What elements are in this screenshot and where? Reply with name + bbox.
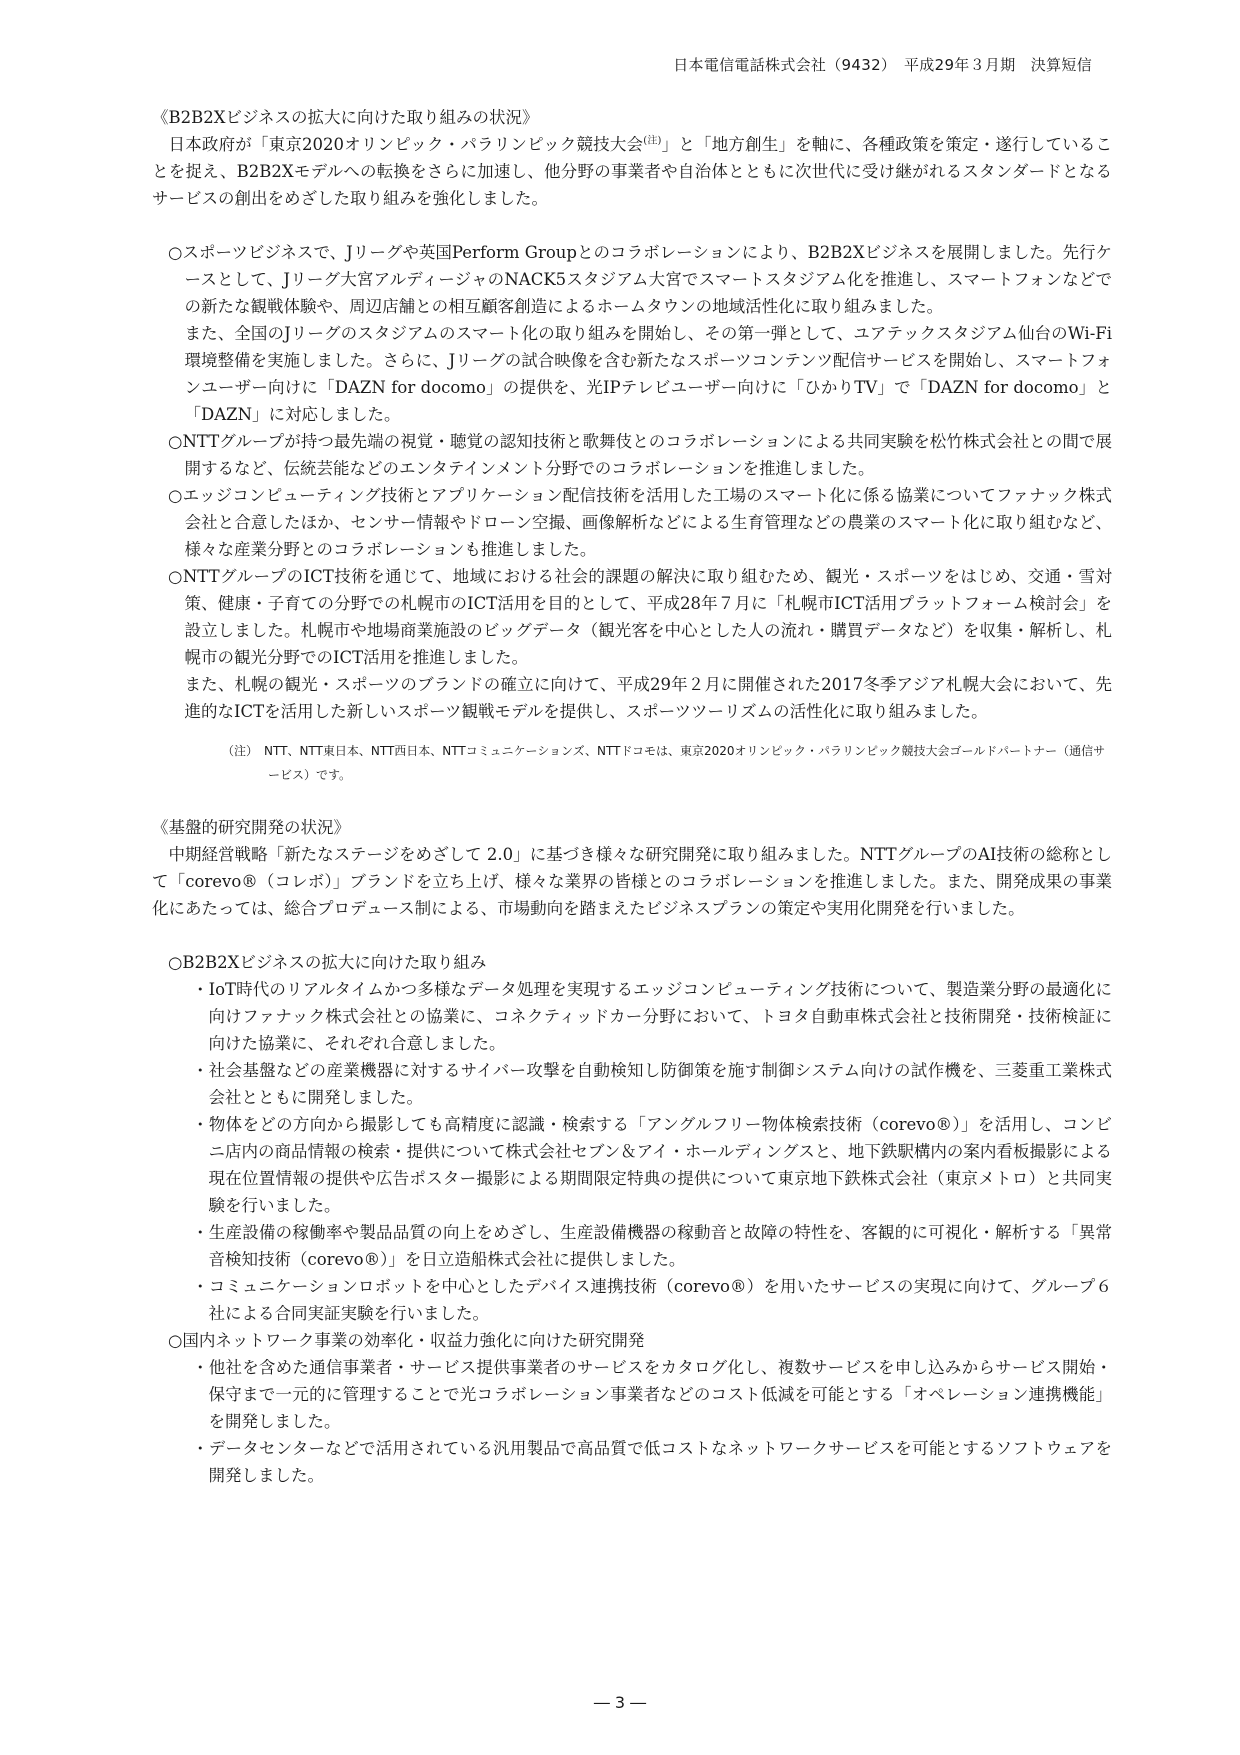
bullet-item: ・物体をどの方向から撮影しても高精度に認識・検索する「アングルフリー物体検索技術（corevo®）」を活用し、コンビニ店内の商品情報の検索・提供について株式会社セブン＆アイ・ホールディングスと、地下鉄駅構内の案内看板撮影による現在位置情報の提供や広告ポスター撮影による期間限定特典の提供について東京地下鉄株式会社（東京メトロ）と共同実験を行いました。: [192, 1115, 1112, 1215]
bullet-item: ・社会基盤などの産業機器に対するサイバー攻撃を自動検知し防御策を施す制御システム向けの試作機を、三菱重工業株式会社とともに開発しました。: [192, 1061, 1112, 1107]
document-header: 日本電信電話株式会社（9432） 平成29年３月期 決算短信: [673, 56, 1092, 74]
note-marker: (注): [643, 135, 662, 147]
intro-text-before: 日本政府が「東京2020オリンピック・パラリンピック競技大会: [168, 135, 644, 154]
footnote: [222, 739, 1112, 787]
footnote-text: NTT、NTT東日本、NTT西日本、NTTコミュニケーションズ、NTTドコモは、東京2020オリンピック・パラリンピック競技大会ゴールドパートナー（通信サービス）です。: [264, 744, 1106, 782]
section-heading-b2b2x: 《B2B2Xビジネスの拡大に向けた取り組みの状況》: [152, 108, 539, 127]
section-intro-b2b2x: [152, 131, 1112, 212]
page-content: [152, 104, 1112, 1489]
intro-text-after: 」と「地方創生」を軸に、各種政策を策定・遂行していることを捉え、B2B2Xモデルへの転換をさらに加速し、他分野の事業者や自治体とともに次世代に受け継がれるスタンダードとなるサービスの創出をめざした取り組みを強化しました。: [152, 135, 1113, 208]
list-item: ○NTTグループのICT技術を通じて、地域における社会的課題の解決に取り組むため、観光・スポーツをはじめ、交通・雪対策、健康・子育ての分野での札幌市のICT活用を目的として、平成28年７月に「札幌市ICT活用プラットフォーム検討会」を設立しました。札幌市や地場商業施設のビッグデータ（観光客を中心とした人の流れ・購買データなど）を収集・解析し、札幌市の観光分野でのICT活用を推進しました。: [168, 567, 1112, 667]
page-number: ― 3 ―: [593, 1693, 647, 1712]
section-intro-research: 中期経営戦略「新たなステージをめざして 2.0」に基づき様々な研究開発に取り組みました。NTTグループのAI技術の総称として「corevo®（コレボ）」ブランドを立ち上げ、様々な業界の皆様とのコラボレーションを推進しました。また、開発成果の事業化にあたっては、総合プロデュース制による、市場動向を踏まえたビジネスプランの策定や実用化開発を行いました。: [152, 845, 1112, 918]
bullet-item: ・生産設備の稼働率や製品品質の向上をめざし、生産設備機器の稼動音と故障の特性を、客観的に可視化・解析する「異常音検知技術（corevo®）」を日立造船株式会社に提供しました。: [192, 1223, 1112, 1269]
section-heading-research: 《基盤的研究開発の状況》: [152, 818, 350, 837]
bullet-item: ・他社を含めた通信事業者・サービス提供事業者のサービスをカタログ化し、複数サービスを申し込みからサービス開始・保守まで一元的に管理することで光コラボレーション事業者などのコスト低減を可能とする「オペレーション連携機能」を開発しました。: [192, 1358, 1112, 1431]
bullet-item: ・IoT時代のリアルタイムかつ多様なデータ処理を実現するエッジコンピューティング技術について、製造業分野の最適化に向けファナック株式会社との協業に、コネクティッドカー分野において、トヨタ自動車株式会社と技術開発・技術検証に向けた協業に、それぞれ合意しました。: [192, 980, 1112, 1053]
subsection-heading: ○B2B2Xビジネスの拡大に向けた取り組み: [168, 953, 487, 972]
bullet-item: ・コミュニケーションロボットを中心としたデバイス連携技術（corevo®）を用いたサービスの実現に向けて、グループ６社による合同実証実験を行いました。: [192, 1277, 1112, 1323]
footnote-label: （注）: [222, 744, 253, 758]
list-item: ○スポーツビジネスで、Jリーグや英国Perform Groupとのコラボレーションにより、B2B2Xビジネスを展開しました。先行ケースとして、Jリーグ大宮アルディージャのNACK5スタジアム大宮でスマートスタジアム化を推進し、スマートフォンなどでの新たな観戦体験や、周辺店舗との相互顧客創造によるホームタウンの地域活性化に取り組みました。: [168, 243, 1112, 316]
list-item-continuation: また、全国のJリーグのスタジアムのスマート化の取り組みを開始し、その第一弾として、ユアテックスタジアム仙台のWi-Fi環境整備を実施しました。さらに、Jリーグの試合映像を含む新たなスポーツコンテンツ配信サービスを開始し、スマートフォンユーザー向けに「DAZN for docomo」の提供を、光IPテレビユーザー向けに「ひかりTV」で「DAZN for docomo」と「DAZN」に対応しました。: [184, 324, 1112, 424]
bullet-item: ・データセンターなどで活用されている汎用製品で高品質で低コストなネットワークサービスを可能とするソフトウェアを開発しました。: [192, 1439, 1112, 1485]
list-item-continuation: また、札幌の観光・スポーツのブランドの確立に向けて、平成29年２月に開催された2017冬季アジア札幌大会において、先進的なICTを活用した新しいスポーツ観戦モデルを提供し、スポーツツーリズムの活性化に取り組みました。: [184, 675, 1112, 721]
subsection-heading: ○国内ネットワーク事業の効率化・収益力強化に向けた研究開発: [168, 1331, 645, 1350]
list-item: ○NTTグループが持つ最先端の視覚・聴覚の認知技術と歌舞伎とのコラボレーションによる共同実験を松竹株式会社との間で展開するなど、伝統芸能などのエンタテインメント分野でのコラボレーションを推進しました。: [168, 432, 1112, 478]
list-item: ○エッジコンピューティング技術とアプリケーション配信技術を活用した工場のスマート化に係る協業についてファナック株式会社と合意したほか、センサー情報やドローン空撮、画像解析などによる生育管理などの農業のスマート化に取り組むなど、様々な産業分野とのコラボレーションも推進しました。: [168, 486, 1112, 559]
